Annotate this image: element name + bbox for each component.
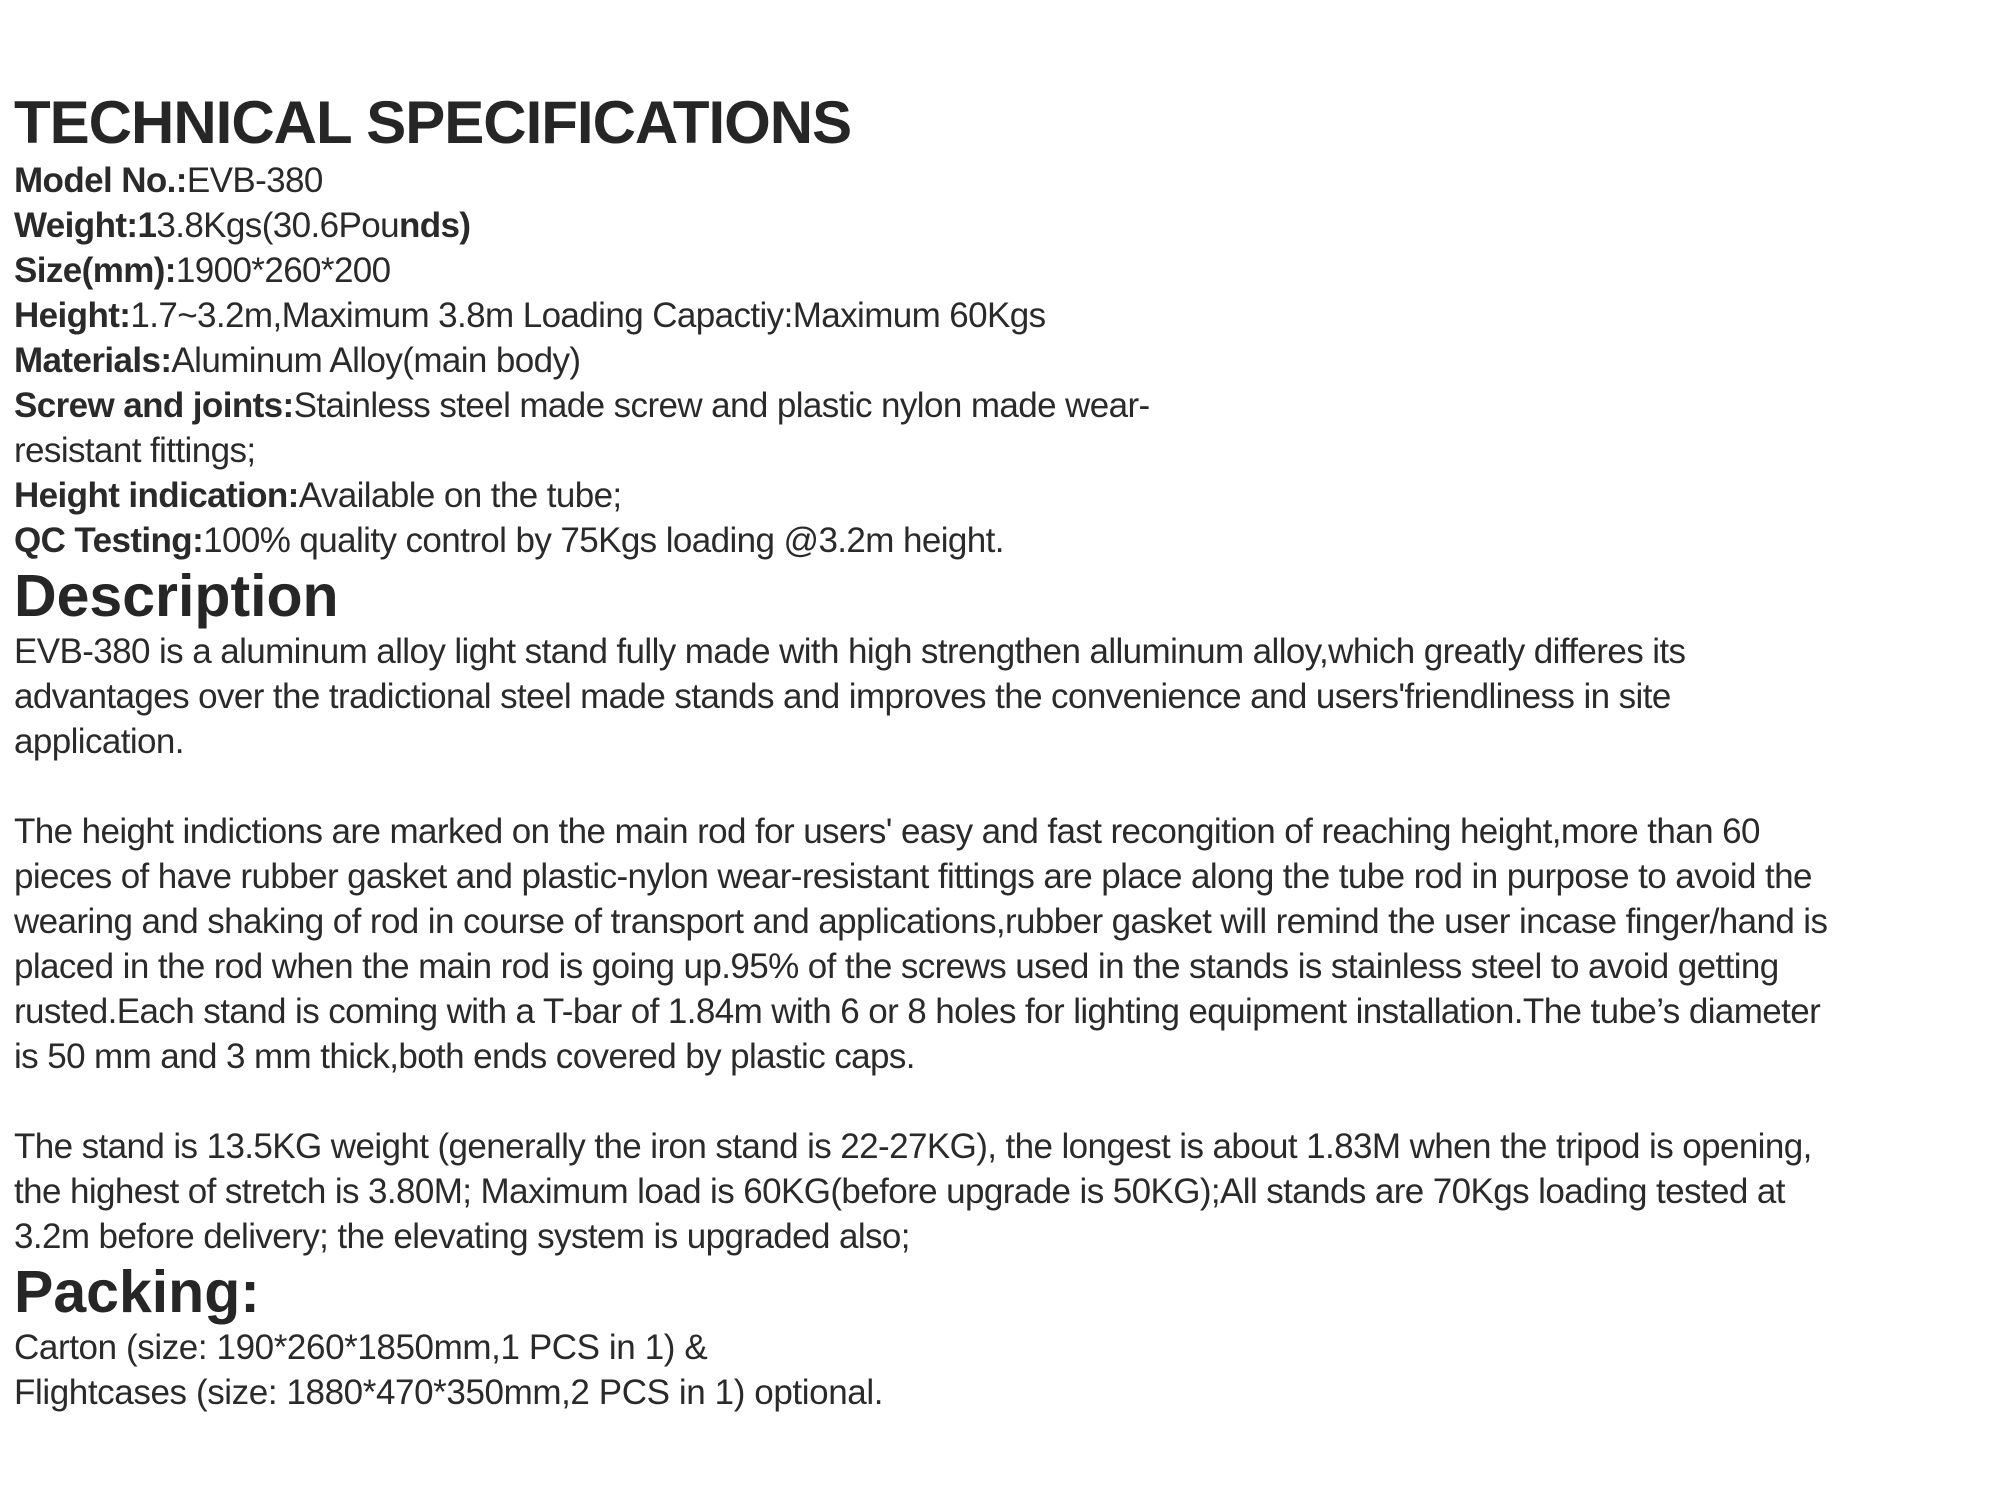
- spec-size-value: 1900*260*200: [175, 251, 391, 290]
- spec-weight: [14, 203, 1989, 248]
- packing-details: [14, 1325, 1989, 1415]
- spec-weight-value-tail: nds): [398, 206, 471, 245]
- paragraph-line: placed in the rod when the main rod is going up.95% of the screws used in the stands is stainless steel to avoid getting: [14, 947, 1779, 986]
- packing-line: Carton (size: 190*260*1850mm,1 PCS in 1) &: [14, 1328, 708, 1367]
- packing-heading: Packing:: [14, 1259, 260, 1325]
- spec-qc-key: QC Testing:: [14, 521, 204, 560]
- spec-height-indication: [14, 473, 1989, 518]
- spec-list: [14, 158, 1989, 563]
- paragraph-line: application.: [14, 722, 184, 761]
- spec-model: [14, 158, 1989, 203]
- spec-weight-value: 3.8Kgs(30.6Pou: [156, 206, 399, 245]
- spec-size: [14, 248, 1989, 293]
- spec-qc: [14, 518, 1989, 563]
- spec-screw: [14, 383, 1989, 428]
- paragraph-line: pieces of have rubber gasket and plastic-nylon wear-resistant fittings are place along the tube rod in purpose to avoid the: [14, 857, 1812, 896]
- paragraph-line: 3.2m before delivery; the elevating system is upgraded also;: [14, 1217, 910, 1256]
- description-paragraph-2: [14, 809, 1989, 1079]
- paragraph-line: The stand is 13.5KG weight (generally the iron stand is 22-27KG), the longest is about 1.83M when the tripod is opening,: [14, 1127, 1812, 1166]
- spec-materials-value: Aluminum Alloy(main body): [171, 341, 581, 380]
- spec-height-key: Height:: [14, 296, 131, 335]
- spec-size-key: Size(mm):: [14, 251, 176, 290]
- spec-materials-key: Materials:: [14, 341, 172, 380]
- spec-qc-value: 100% quality control by 75Kgs loading @3.2m height.: [203, 521, 1004, 560]
- paragraph-spacer: [14, 1079, 1989, 1124]
- spec-screw-key: Screw and joints:: [14, 386, 294, 425]
- spec-height: [14, 293, 1989, 338]
- paragraph-spacer: [14, 764, 1989, 809]
- spec-model-key: Model No.:: [14, 161, 187, 200]
- spec-height-indication-value: Available on the tube;: [298, 476, 622, 515]
- spec-height-indication-key: Height indication:: [14, 476, 299, 515]
- description-heading: Description: [14, 563, 339, 629]
- description-paragraph-3: [14, 1124, 1989, 1259]
- paragraph-line: advantages over the tradictional steel made stands and improves the convenience and users'friendliness in site: [14, 677, 1671, 716]
- paragraph-line: wearing and shaking of rod in course of transport and applications,rubber gasket will remind the user incase finger/hand is: [14, 902, 1828, 941]
- paragraph-line: the highest of stretch is 3.80M; Maximum load is 60KG(before upgrade is 50KG);All stands are 70Kgs loading tested at: [14, 1172, 1785, 1211]
- spec-materials: [14, 338, 1989, 383]
- spec-height-value: 1.7~3.2m,Maximum 3.8m Loading Capactiy:Maximum 60Kgs: [130, 296, 1046, 335]
- spec-screw-continuation: resistant fittings;: [14, 431, 256, 470]
- technical-specifications-heading: TECHNICAL SPECIFICATIONS: [14, 89, 852, 156]
- packing-line: Flightcases (size: 1880*470*350mm,2 PCS in 1) optional.: [14, 1373, 884, 1412]
- spec-sheet: [14, 88, 1989, 1415]
- description-paragraph-1: [14, 629, 1989, 764]
- paragraph-line: rusted.Each stand is coming with a T-bar of 1.84m with 6 or 8 holes for lighting equipment installation.The tube’s diameter: [14, 992, 1821, 1031]
- spec-screw-value: Stainless steel made screw and plastic nylon made wear-: [293, 386, 1150, 425]
- spec-model-value: EVB-380: [186, 161, 323, 200]
- paragraph-line: The height indictions are marked on the main rod for users' easy and fast recongition of reaching height,more than 60: [14, 812, 1760, 851]
- paragraph-line: is 50 mm and 3 mm thick,both ends covered by plastic caps.: [14, 1037, 915, 1076]
- spec-weight-key: Weight:1: [14, 206, 157, 245]
- paragraph-line: EVB-380 is a aluminum alloy light stand fully made with high strengthen alluminum alloy,which greatly differes its: [14, 632, 1686, 671]
